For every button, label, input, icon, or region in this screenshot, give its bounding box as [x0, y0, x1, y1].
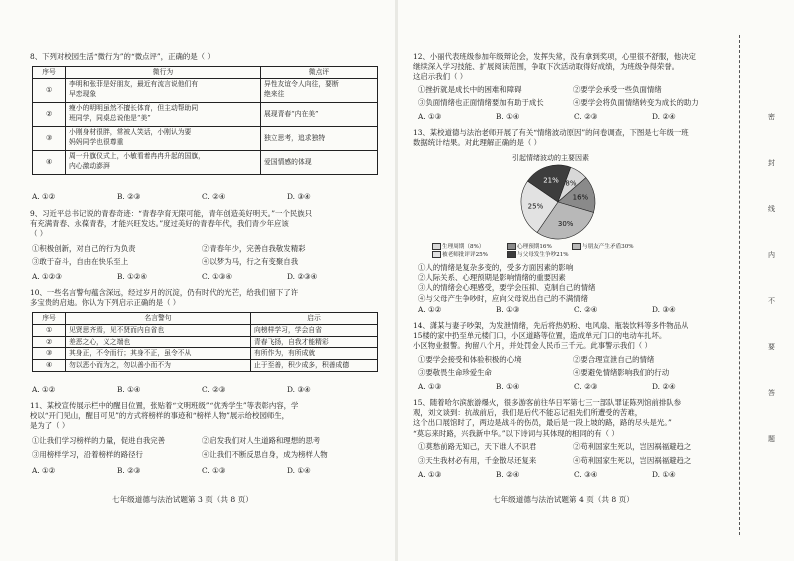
q13-choices: ①人的情绪是复杂多变的，受多方面因素的影响 ②人际关系、心理预期是影响情绪的重要因素 ③人的情绪会心理感受，要学会压抑、克制自己的情绪 ④与父母产生争吵时，应向父母说出自己的不满情绪 [418, 263, 596, 303]
q8-header-comment: 微点评 [261, 67, 378, 79]
pie-slice-label: 25% [527, 202, 544, 211]
legend-item: 心理预期16% [507, 243, 552, 251]
q14-stem: 14、潇某与妻子吵架，为发泄情绪，先后将热奶粉、电风扇、瓶装饮料等多件物品从 15楼的家中扔至单元楼门口，小区道路等位置，造成单元门口的电动车扎坏。 小区物业报警。拘留八个月，并处罚金人民币三千元。此事警示我们（ ） [413, 321, 689, 351]
margin-char: 题 [768, 435, 775, 443]
pie-slice-label: 21% [543, 176, 559, 185]
margin-char: 密 [768, 113, 775, 121]
q11-stem: 11、某校宣传展示栏中的醒目位置，张贴着“文明班级”“优秀学生”等表彰内容，学 校以“开门见山，醒目可见”的方式将榜样的事迹和“榜样人物”展示给校园师生， 是为了（ ） [30, 401, 299, 431]
q8-stem: 8、下列对校园生活“微行为”的“微点评”，正确的是（ ） [30, 52, 215, 61]
margin-char: 不 [768, 297, 775, 305]
pie-chart [508, 162, 608, 242]
binding-line [739, 35, 740, 535]
q10-table: 序号 名言警句 启示 ① 见贤思齐焉，见不贤而内自省也 向榜样学习，学会自省 ② 差恶之心，义之端也 青春飞扬，自我才能精彩 ③ 其身正，不令而行；其身不正，虽令不从 有所作为，有所成就 ④ 勿以恶小而为之，勿以善小而不为 止于至善，积少成多，积善成德 [32, 312, 378, 372]
table-row: ① 李明和张菲是好朋友，最近有流言说他们有 早恋现象 异性友谊令人向往，要断 绝来往 [33, 78, 378, 102]
right-page-footer: 七年级道德与法治试题第 4 页（共 8 页） [493, 495, 634, 504]
q10-stem: 10、一些名言警句蕴含深远，经过岁月的沉淀，仍有时代的光芒，给我们留下了许 多宝贵的启迪。你认为下列启示正确的是（ ） [30, 288, 299, 308]
q12-stem: 12、小丽代表班级参加年级辩论会，发挥失常，没有拿到奖项，心里很不舒服，他决定 继续深入学习技能、扩展阅读范围，争取下次活动取得好成绩，为班级争得荣誉。 这启示我们（ ） [413, 52, 696, 82]
legend-item: 被老师批评评25% [432, 251, 488, 259]
pie-slice-label: 30% [557, 220, 574, 229]
table-row: ③ 小刚身材很胖，常被人笑话，小刚认为要 妈妈同学也很尊重 独立思考，追求独特 [33, 126, 378, 150]
legend-swatch-2 [572, 243, 581, 250]
margin-char: 要 [768, 343, 775, 351]
margin-char: 内 [768, 251, 775, 259]
legend-swatch-0 [432, 243, 441, 250]
q8-header-action: 微行为 [66, 67, 261, 79]
left-page-footer: 七年级道德与法治试题第 3 页（共 8 页） [112, 495, 253, 504]
legend-item: 生理周期（8%） [432, 243, 484, 251]
q15-stem: 15、随着哈尔滨旅游爆火，很多游客前往华日军第七三一部队罪证陈列馆前排队参 观，刘文谈到：抗战前后，我们是后代不能忘记祖先们所遭受的苦难， 这个出口展馆时了，两边是战斗的伤员，最后是一段上坡的路，路的尽头是光。” “莫忘来时路，兴我新中华。”以下诗词与其体现的相同的有（ ） [413, 398, 682, 438]
margin-char: 线 [768, 205, 775, 213]
pie-slice-label: 16% [572, 193, 589, 202]
chart-legend [432, 243, 732, 259]
legend-item: 与父母发生争吵21% [507, 251, 569, 259]
table-row: ③ 其身正，不令而行；其身不正，虽令不从 有所作为，有所成就 [33, 348, 378, 360]
margin-char: 封 [768, 159, 775, 167]
table-row: ② 差恶之心，义之端也 青春飞扬，自我才能精彩 [33, 336, 378, 348]
legend-swatch-3 [432, 251, 441, 258]
legend-item: 与朋友产生矛盾30% [572, 243, 634, 251]
q9-stem: 9、习近平总书记说的青春奇迹：“青春孕育无限可能，青年创造美好明天。”一个民族只 有充满青春、永葆青春，才能兴旺发达。”度过美好的青春年代，我们青少年应该 （ ） [30, 209, 313, 239]
legend-swatch-1 [507, 243, 516, 250]
pie-slice-label: 8% [565, 179, 577, 188]
margin-char: 答 [768, 389, 775, 397]
q8-header-no: 序号 [33, 67, 66, 79]
chart-title: 引起情绪波动的主要因素 [512, 154, 589, 162]
q13-stem: 13、某校道德与法治老师开展了有关“情绪波动原因”的问卷调查，下图是七年级一班 数据统计结果。对此理解正确的是（ ） [413, 128, 689, 148]
legend-swatch-4 [507, 251, 516, 258]
table-row: ④ 周一升旗仪式上，小敏看着冉冉升起的国旗， 内心激动澎湃 爱国情感的体现 [33, 150, 378, 174]
table-row: ④ 勿以恶小而为之，勿以善小而不为 止于至善，积少成多，积善成德 [33, 360, 378, 372]
table-row: ① 见贤思齐焉，见不贤而内自省也 向榜样学习，学会自省 [33, 324, 378, 336]
table-row: ② 瘦小的明明虽然不擅长体育，但主动帮助同 班同学，同桌总说他是“美” 展现青春“内在美” [33, 102, 378, 126]
q8-table [32, 66, 378, 175]
